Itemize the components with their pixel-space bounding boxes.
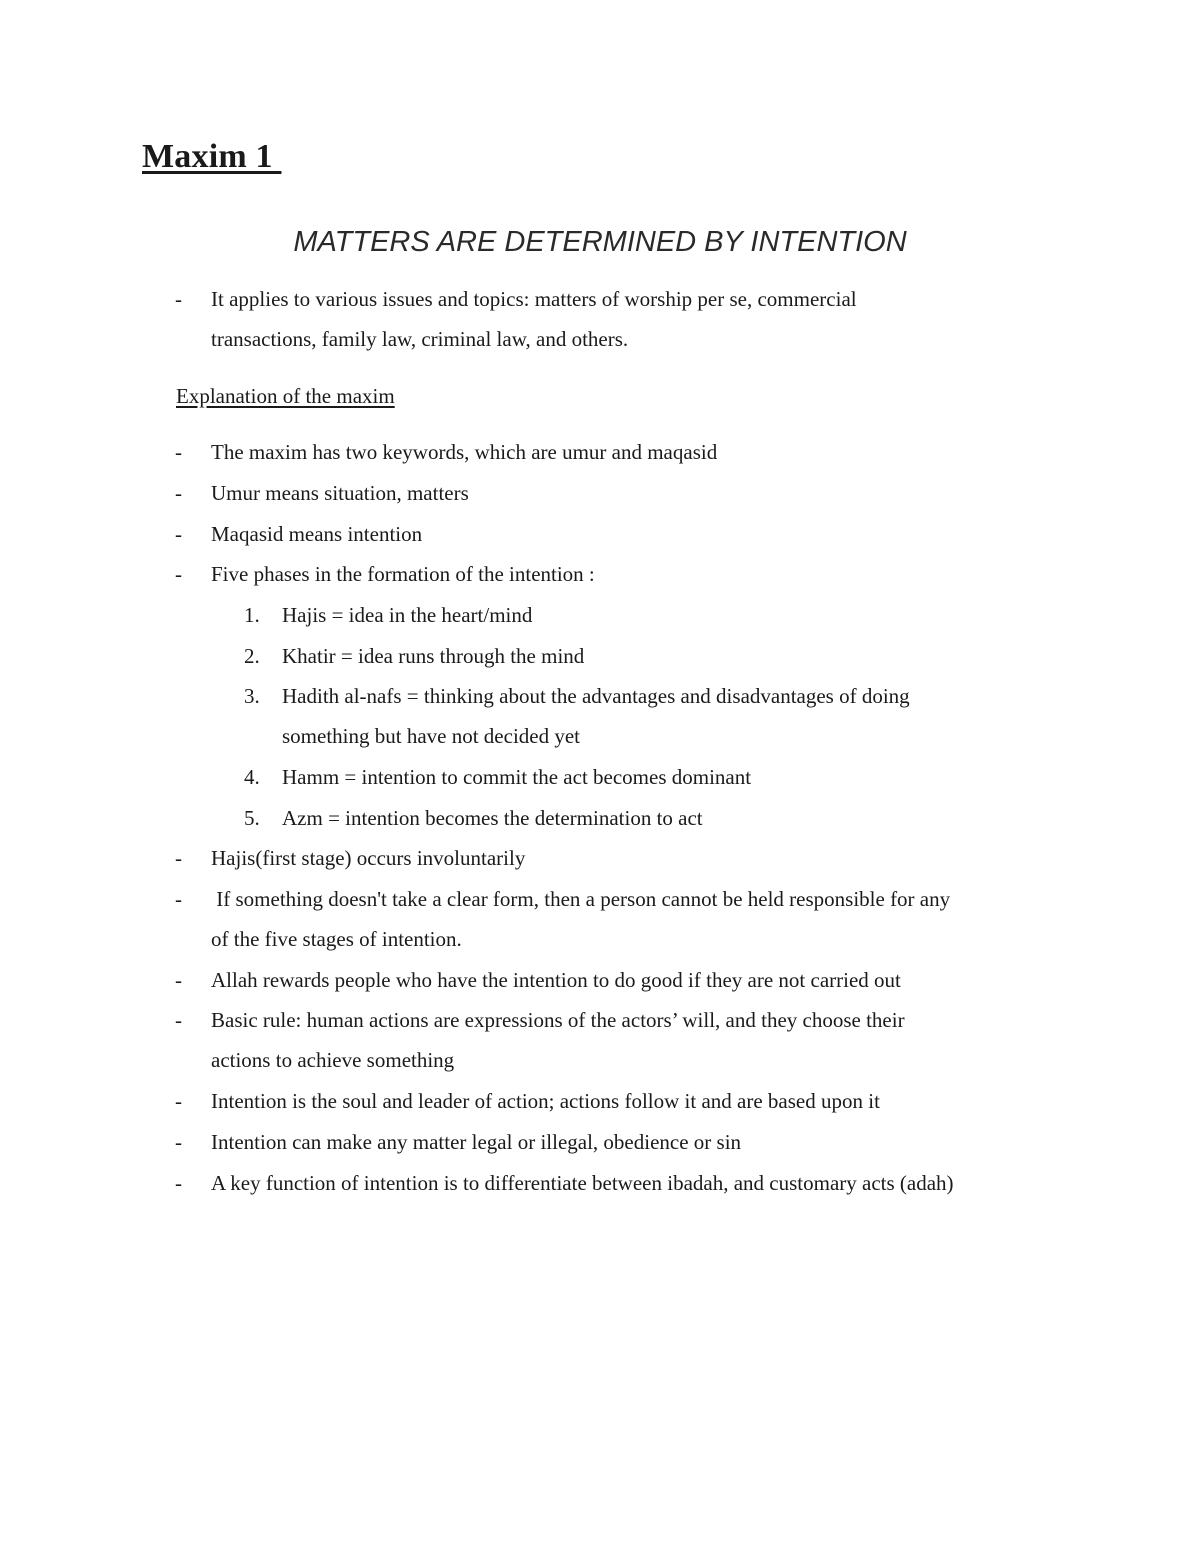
- numbered-item-text: Hajis = idea in the heart/mind: [282, 603, 533, 627]
- section-heading: Explanation of the maxim: [176, 384, 395, 408]
- bullet-dash: -: [175, 1171, 182, 1195]
- list-item-text: Allah rewards people who have the intention to do good if they are not carried out: [211, 968, 901, 992]
- item-number: 5.: [244, 806, 260, 830]
- list-item-text: Intention can make any matter legal or illegal, obedience or sin: [211, 1130, 742, 1154]
- intro-line-1: It applies to various issues and topics: matters of worship per se, commercial: [211, 287, 857, 311]
- list-item-text: Maqasid means intention: [211, 522, 423, 546]
- page-title: Maxim 1: [142, 138, 282, 175]
- list-item-text-cont: of the five stages of intention.: [211, 927, 462, 951]
- list-item-text: A key function of intention is to differentiate between ibadah, and customary acts (adah): [211, 1171, 954, 1195]
- numbered-item-text: Khatir = idea runs through the mind: [282, 644, 585, 668]
- bullet-dash: -: [175, 846, 182, 870]
- bullet-dash: -: [175, 887, 182, 911]
- item-number: 3.: [244, 684, 260, 708]
- bullet-dash: -: [175, 968, 182, 992]
- list-item-text: Five phases in the formation of the intention :: [211, 562, 595, 586]
- bullet-dash: -: [175, 481, 182, 505]
- bullet-dash: -: [175, 1130, 182, 1154]
- list-item-text: The maxim has two keywords, which are umur and maqasid: [211, 440, 718, 464]
- list-item-text-cont: actions to achieve something: [211, 1048, 455, 1072]
- bullet-dash: -: [175, 440, 182, 464]
- intro-line-2: transactions, family law, criminal law, and others.: [211, 327, 629, 351]
- bullet-dash: -: [175, 562, 182, 586]
- bullet-dash: -: [175, 1008, 182, 1032]
- item-number: 1.: [244, 603, 260, 627]
- list-item-text: If something doesn't take a clear form, then a person cannot be held responsible for any: [211, 887, 951, 911]
- numbered-item-text: Hamm = intention to commit the act becomes dominant: [282, 765, 752, 789]
- item-number: 4.: [244, 765, 260, 789]
- list-item-text: Hajis(first stage) occurs involuntarily: [211, 846, 526, 870]
- bullet-dash: -: [175, 522, 182, 546]
- list-item-text: Intention is the soul and leader of action; actions follow it and are based upon it: [211, 1089, 880, 1113]
- bullet-dash: -: [175, 287, 182, 311]
- numbered-item-text: Hadith al-nafs = thinking about the advantages and disadvantages of doing: [282, 684, 910, 708]
- list-item-text: Basic rule: human actions are expressions of the actors’ will, and they choose their: [211, 1008, 905, 1032]
- numbered-item-text-cont: something but have not decided yet: [282, 724, 581, 748]
- item-number: 2.: [244, 644, 260, 668]
- numbered-item-text: Azm = intention becomes the determination to act: [282, 806, 703, 830]
- list-item-text: Umur means situation, matters: [211, 481, 469, 505]
- bullet-dash: -: [175, 1089, 182, 1113]
- maxim-subtitle: MATTERS ARE DETERMINED BY INTENTION: [293, 226, 907, 258]
